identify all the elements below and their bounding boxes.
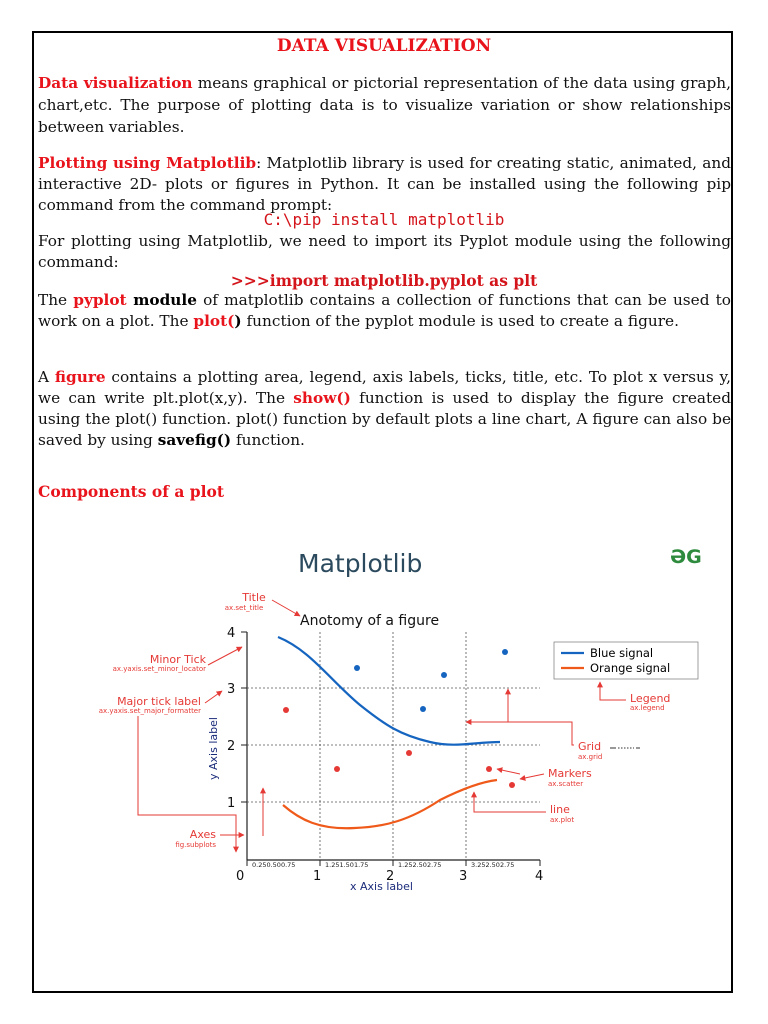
term-show: show(): [293, 389, 351, 407]
p4-plot-close: ): [234, 312, 242, 330]
y-tick-label: 1: [227, 796, 236, 811]
term-pyplot: pyplot: [73, 291, 127, 309]
annot-axes: Axes: [189, 828, 216, 841]
marker-red: [283, 707, 289, 713]
term-savefig: savefig(): [157, 431, 232, 449]
minor-tick-labels: [252, 861, 514, 869]
marker-blue: [502, 649, 508, 655]
axes-frame: [247, 632, 540, 860]
annot-axes-code: fig.subplots: [175, 841, 216, 849]
term-plot: plot(: [193, 312, 235, 330]
p5-t4: function.: [231, 431, 305, 449]
legend-box: [554, 642, 698, 679]
annot-markers-code: ax.scatter: [548, 780, 584, 788]
annot-minor-tick: Minor Tick: [149, 653, 206, 666]
marker-red: [334, 766, 340, 772]
p4-t2: of matplotlib contains a collection of functions that can be used to work on a plot. The: [38, 291, 731, 330]
annot-minor-tick-code: ax.yaxis.set_minor_locator: [112, 665, 206, 673]
p4-t3: function of the pyplot module is used to create a figure.: [241, 312, 679, 330]
pip-command: C:\pip install matplotlib: [263, 210, 505, 229]
grid-lines: [247, 632, 540, 860]
gfg-logo-icon: ƏG: [670, 546, 702, 568]
scatter-markers: [283, 649, 515, 788]
brand-title: Matplotlib: [298, 549, 423, 578]
annot-title: Title: [242, 591, 266, 604]
components-heading: Components of a plot: [38, 482, 224, 501]
p4-t1: The: [38, 291, 74, 309]
p5-t2: contains a plotting area, legend, axis labels, ticks, title, etc. To plot x versus y, we can write plt.plot(x,y). The: [38, 368, 731, 407]
marker-blue: [354, 665, 360, 671]
minor-tick-label: 1.251.501.75: [325, 861, 369, 869]
x-tick-label: 3: [459, 869, 468, 884]
x-tick-label: 2: [386, 869, 395, 884]
annotations: [99, 591, 671, 852]
annot-grid: Grid: [578, 740, 602, 753]
annot-markers: Markers: [548, 767, 592, 780]
annot-major-tick-label: Major tick label: [117, 695, 201, 708]
term-plotting-matplotlib: Plotting using Matplotlib: [38, 154, 257, 172]
minor-tick-label: 0.250.500.75: [252, 861, 296, 869]
page-title: DATA VISUALIZATION: [276, 36, 492, 56]
y-axis-label: y Axis label: [207, 717, 220, 780]
marker-red: [406, 750, 412, 756]
plot-title: Anotomy of a figure: [300, 613, 440, 629]
annot-major-tick-label-code: ax.yaxis.set_major_formatter: [98, 707, 201, 715]
marker-blue: [441, 672, 447, 678]
term-data-visualization: Data visualization: [38, 74, 193, 92]
tick-labels: [227, 626, 543, 884]
annot-title-code: ax.set_title: [224, 604, 264, 612]
x-tick-label: 4: [535, 869, 544, 884]
p5-t1: A: [38, 368, 55, 386]
marker-red: [509, 782, 515, 788]
annot-legend-code: ax.legend: [630, 704, 665, 712]
minor-tick-label: 3.252.502.75: [471, 861, 515, 869]
annot-line-code: ax.plot: [550, 816, 575, 824]
y-tick-label: 3: [227, 682, 236, 697]
orange-signal-line: [283, 780, 497, 828]
x-tick-label: 0: [236, 869, 245, 884]
annot-grid-code: ax.grid: [578, 753, 603, 761]
y-tick-label: 4: [227, 626, 236, 641]
p5-t3: function is used to display the figure created using the plot() function. plot() function by default plots a line chart, A figure can also be saved by using: [38, 389, 731, 449]
legend-entry: Orange signal: [590, 661, 671, 675]
y-tick-label: 2: [227, 739, 236, 754]
marker-blue: [420, 706, 426, 712]
marker-red: [486, 766, 492, 772]
import-command: >>>import matplotlib.pyplot as plt: [230, 271, 538, 290]
paragraph-import: For plotting using Matplotlib, we need to import its Pyplot module using the following command:: [38, 232, 731, 271]
term-figure: figure: [54, 368, 106, 386]
minor-tick-label: 1.252.502.75: [398, 861, 442, 869]
blue-signal-line: [278, 637, 500, 745]
major-ticks: [241, 632, 540, 866]
term-module: module: [126, 291, 197, 309]
annot-legend: Legend: [630, 692, 671, 705]
x-tick-label: 1: [313, 869, 322, 884]
legend-entry: Blue signal: [590, 646, 654, 660]
annot-line: line: [550, 803, 570, 816]
p1-text: means graphical or pictorial representation of the data using graph, chart,etc. The purpose of plotting data is to visualize variation or show relationships between variables.: [38, 74, 732, 136]
p2-text: : Matplotlib library is used for creating static, animated, and interactive 2D- plots or figures in Python. It can be installed using the following pip command from the command prompt:: [38, 154, 732, 214]
x-axis-label: x Axis label: [350, 880, 413, 893]
